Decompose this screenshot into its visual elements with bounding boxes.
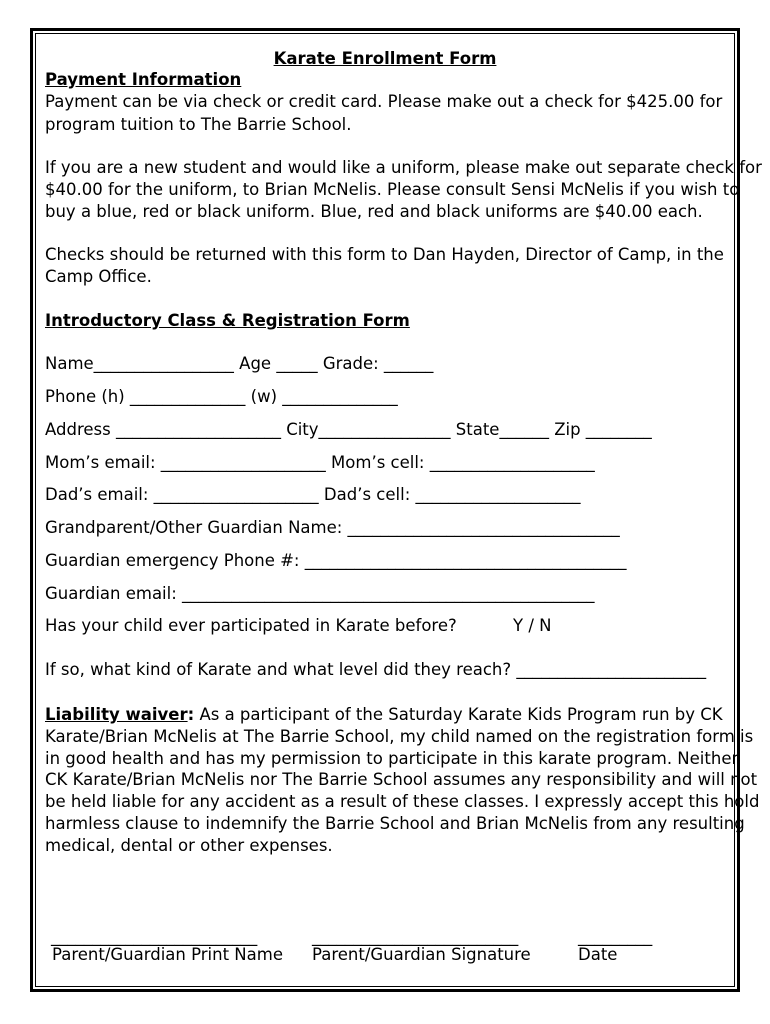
waiver-line-3: in good health and has my permission to participate in this karate program. Neither <box>45 749 739 768</box>
mom-contact-field[interactable]: Mom’s email: ____________________ Mom’s cell: ____________________ <box>45 453 595 472</box>
karate-question: Has your child ever participated in Karate before? <box>45 616 457 635</box>
karate-yes-no[interactable]: Y / N <box>513 616 552 635</box>
payment-line-2: program tuition to The Barrie School. <box>45 115 352 134</box>
date-label: Date <box>578 945 618 964</box>
waiver-line-6: harmless clause to indemnify the Barrie School and Brian McNelis from any resulting <box>45 814 745 833</box>
waiver-line-2: Karate/Brian McNelis at The Barrie School, my child named on the registration form is <box>45 727 754 746</box>
guardian-name-field[interactable]: Grandparent/Other Guardian Name: _________________________________ <box>45 518 620 537</box>
guardian-email-field[interactable]: Guardian email: __________________________________________________ <box>45 584 595 603</box>
uniform-line-2: $40.00 for the uniform, to Brian McNelis. Please consult Sensi McNelis if you wish to <box>45 180 740 199</box>
waiver-line-7: medical, dental or other expenses. <box>45 836 333 855</box>
waiver-colon: : <box>187 705 195 724</box>
return-line-1: Checks should be returned with this form to Dan Hayden, Director of Camp, in the <box>45 245 724 264</box>
registration-heading: Introductory Class & Registration Form <box>45 311 410 330</box>
date-line[interactable]: _________ <box>578 927 653 946</box>
waiver-text-1: As a participant of the Saturday Karate Kids Program run by CK <box>194 705 723 724</box>
phone-field[interactable]: Phone (h) ______________ (w) ______________ <box>45 387 398 406</box>
uniform-line-3: buy a blue, red or black uniform. Blue, red and black uniforms are $40.00 each. <box>45 202 703 221</box>
signature-label: Parent/Guardian Signature <box>312 945 531 964</box>
waiver-label: Liability waiver <box>45 705 188 724</box>
guardian-phone-field[interactable]: Guardian emergency Phone #: _______________________________________ <box>45 551 627 570</box>
waiver-line-4: CK Karate/Brian McNelis nor The Barrie School assumes any responsibility and will not <box>45 770 758 789</box>
print-name-label: Parent/Guardian Print Name <box>52 945 283 964</box>
karate-level-field[interactable]: If so, what kind of Karate and what level did they reach? _______________________ <box>45 660 707 679</box>
payment-heading: Payment Information <box>45 70 242 89</box>
print-name-line[interactable]: _________________________ <box>51 927 258 946</box>
uniform-line-1: If you are a new student and would like a uniform, please make out separate check for <box>45 158 762 177</box>
signature-line[interactable]: _________________________ <box>312 927 519 946</box>
dad-contact-field[interactable]: Dad’s email: ____________________ Dad’s cell: ____________________ <box>45 485 581 504</box>
waiver-line-1 <box>45 704 723 726</box>
form-title: Karate Enrollment Form <box>273 49 497 68</box>
name-age-grade-field[interactable]: Name_________________ Age _____ Grade: ______ <box>45 354 434 373</box>
address-field[interactable]: Address ____________________ City________________ State______ Zip ________ <box>45 420 652 439</box>
payment-line-1: Payment can be via check or credit card. Please make out a check for $425.00 for <box>45 92 723 111</box>
waiver-line-5: be held liable for any accident as a result of these classes. I expressly accept this hold <box>45 792 760 811</box>
return-line-2: Camp Office. <box>45 267 152 286</box>
